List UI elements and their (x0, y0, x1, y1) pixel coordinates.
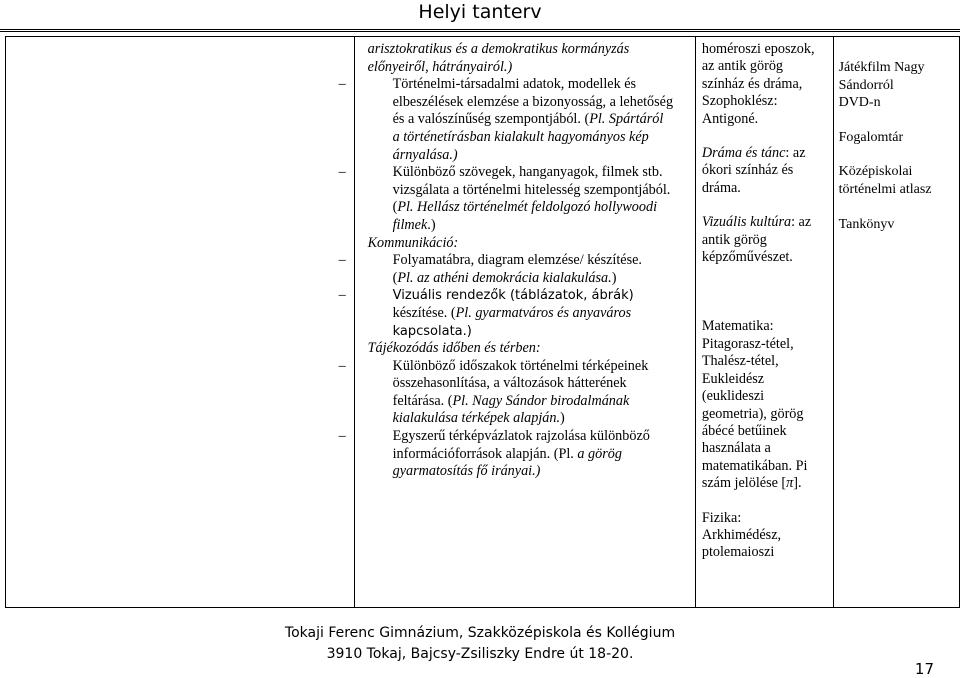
text-line: Sándorról (838, 77, 894, 93)
text-line: Arkhimédész, (701, 526, 782, 543)
list-item (338, 287, 691, 340)
text-line: (euklideszi (701, 388, 765, 405)
text-line: matematikában. Pi (701, 457, 808, 474)
text-span: a görög (577, 445, 622, 462)
text-line: az antik görög (701, 58, 784, 75)
text-line: használata a (701, 440, 771, 457)
resource-glossary: Fogalomtár (838, 129, 904, 145)
text-line: ptolemaioszi (701, 544, 775, 561)
text-line (702, 475, 829, 492)
section-heading-tajekozodas: Tájékozódás időben és térben: (367, 340, 541, 357)
column-resources (833, 37, 959, 608)
text-line (393, 393, 691, 411)
text-line (393, 111, 691, 129)
visual-culture-block (702, 214, 829, 266)
text-span: ) (611, 269, 617, 286)
text-line: antik görög (701, 231, 767, 248)
column-connections (695, 37, 833, 608)
resource-textbook: Tankönyv (838, 216, 895, 232)
text-span: Dráma és tánc (701, 145, 786, 162)
bullet-dash: – (338, 428, 346, 445)
bullet-dash: – (338, 76, 346, 93)
curriculum-table (5, 36, 960, 608)
text-line: Matematika: (701, 318, 774, 335)
column-activities (338, 37, 695, 608)
text-line: összehasonlítása, a változások hátterének (392, 375, 627, 392)
text-span: .) (427, 216, 436, 233)
text-line (702, 145, 829, 162)
text-span: : az (791, 214, 812, 231)
text-line: Különböző időszakok történelmi térképeinek (392, 357, 649, 374)
text-span: információforrások alapján. (Pl. (392, 445, 578, 462)
footer-address: 3910 Tokaj, Bajcsy-Zsiliszky Endre út 18-20. (326, 646, 634, 662)
text-line (393, 305, 691, 323)
literature-block (702, 41, 829, 128)
header-title: Helyi tanterv (418, 1, 542, 23)
text-line: Eukleidész (701, 370, 765, 387)
text-span: Pl. Hellász történelmét feldolgozó hollywoodi (397, 199, 658, 216)
page-header (0, 0, 960, 24)
text-line (702, 214, 829, 231)
text-span: : az (785, 145, 806, 162)
text-span: és a valószínűség szempontjából. ( (392, 111, 590, 128)
header-rule (0, 29, 960, 32)
list-item (338, 428, 691, 481)
text-line: árnyalása.) (392, 146, 458, 163)
text-line: Szophoklész: (701, 93, 778, 110)
column-empty (6, 37, 355, 608)
text-line (393, 270, 691, 288)
bullet-dash: – (338, 252, 346, 269)
text-span: filmek (392, 216, 428, 233)
text-line: Fizika: (701, 509, 742, 526)
text-line (393, 446, 691, 464)
footer-school-name: Tokaji Ferenc Gimnázium, Szakközépiskola és Kollégium (284, 625, 676, 641)
text-line: Játékfilm Nagy (838, 60, 925, 75)
text-line: Thalész-tétel, (701, 353, 779, 370)
text-line: ókori színház és (701, 162, 794, 179)
text-line: Történelmi-társadalmi adatok, modellek és (392, 76, 637, 93)
resource-film (839, 59, 957, 112)
drama-block (702, 145, 829, 197)
text-line: DVD-n (838, 95, 881, 111)
text-line (393, 410, 691, 428)
text-span: szám jelölése [ (701, 475, 787, 492)
text-line: Középiskolai (838, 164, 913, 180)
bullet-dash: – (338, 357, 346, 374)
page-number: 17 (914, 660, 934, 678)
list-item (338, 76, 691, 164)
text-span: ( (392, 269, 398, 286)
text-line: Pitagorasz-tétel, (701, 335, 794, 352)
resource-atlas (839, 163, 957, 198)
section-heading-kommunikacio: Kommunikáció: (367, 234, 459, 251)
text-line: Folyamatábra, diagram elemzése/ készítése. (392, 252, 642, 269)
text-line: elbeszélések elemzése a bizonyosság, a lehetőség (392, 93, 674, 110)
text-line: a történetírásban kialakult hagyományos kép (392, 128, 649, 145)
text-span: Pl. gyarmatváros és anyaváros (455, 304, 632, 321)
text-line: vizsgálata a történelmi hitelesség szempontjából. (392, 181, 671, 198)
list-item (338, 164, 691, 234)
text-line: előnyeiről, hátrányairól.) (367, 58, 513, 75)
text-line: gyarmatosítás fő irányai.) (392, 463, 541, 480)
text-line: geometria), görög (701, 405, 804, 422)
list-item (338, 357, 691, 428)
text-span: Vizuális kultúra (701, 214, 792, 231)
text-line: Vizuális rendezők (táblázatok, ábrák) (392, 288, 634, 304)
text-line: Egyszerű térképvázlatok rajzolása különböző (392, 428, 650, 445)
text-line: képzőművészet. (701, 249, 793, 266)
text-span: ( (392, 199, 398, 216)
text-line: ábécé betűinek (701, 422, 787, 439)
text-span: Pl. Spártáról (589, 111, 664, 128)
text-line: színház és dráma, (701, 75, 803, 92)
text-line: dráma. (701, 179, 741, 196)
physics-block (702, 510, 829, 562)
pi-symbol: π (786, 475, 794, 492)
text-line: Különböző szövegek, hanganyagok, filmek stb. (392, 164, 663, 181)
text-span: kialakulása térképek alapján. (392, 410, 561, 427)
text-line: homéroszi eposzok, (701, 41, 815, 57)
bullet-dash: – (338, 164, 346, 181)
text-span: készítése. ( (392, 304, 456, 321)
text-span: ) (560, 410, 565, 427)
math-block (702, 318, 829, 492)
list-item (338, 252, 691, 287)
text-line (393, 217, 691, 235)
text-span: ]. (793, 475, 802, 492)
text-line: arisztokratikus és a demokratikus kormányzás (367, 41, 630, 57)
text-line (393, 199, 691, 217)
text-line: Antigoné. (701, 110, 759, 127)
text-span: Pl. Nagy Sándor birodalmának (452, 392, 630, 409)
bullet-dash: – (338, 287, 346, 304)
text-line: történelmi atlasz (838, 181, 932, 197)
text-span: feltárása. ( (392, 392, 453, 409)
text-span: Pl. az athéni demokrácia kialakulása. (397, 269, 612, 286)
text-line: kapcsolata.) (392, 323, 472, 339)
